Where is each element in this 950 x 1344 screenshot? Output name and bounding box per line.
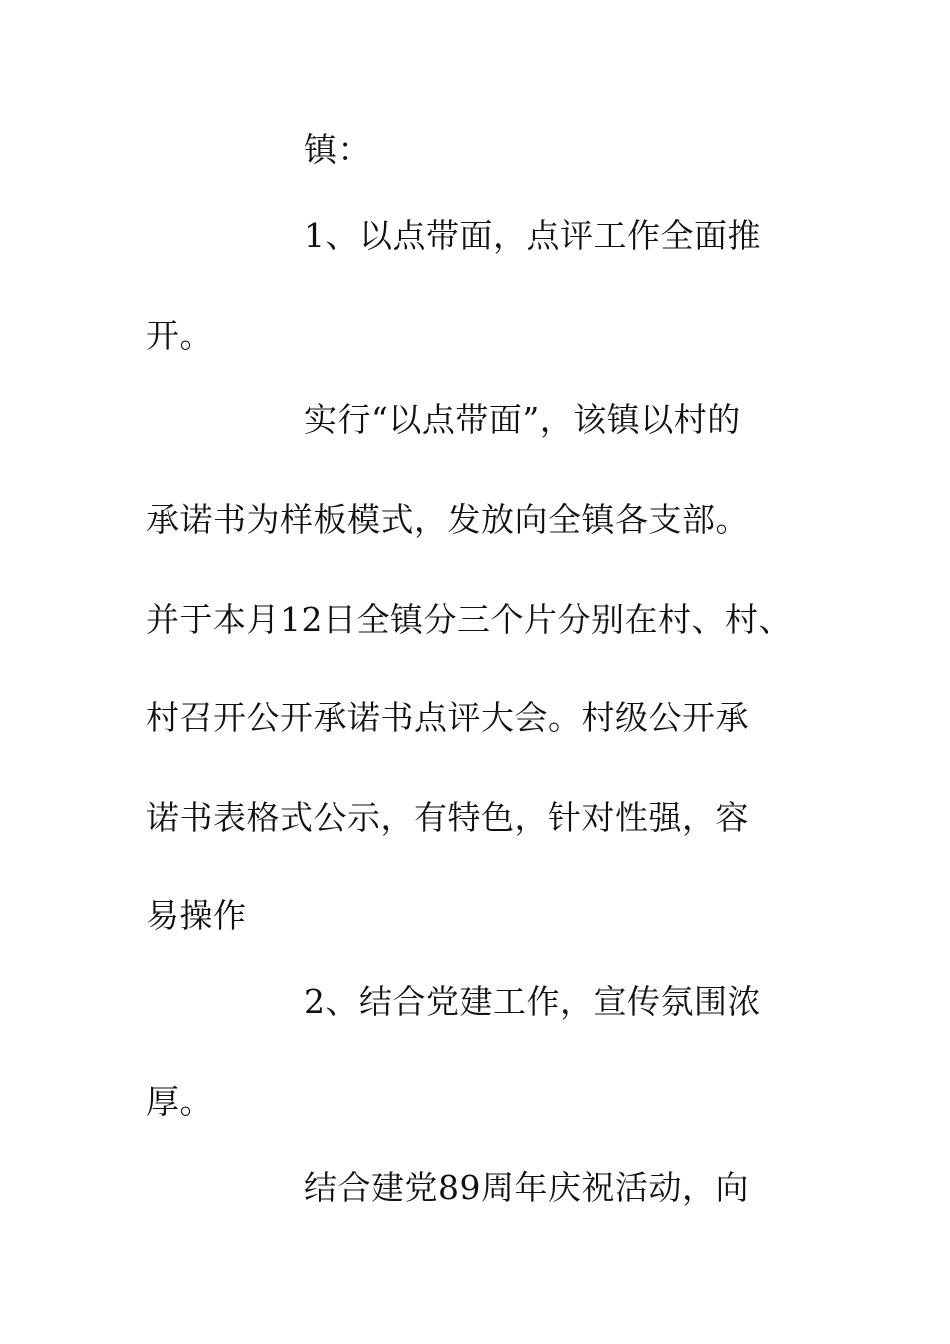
text-line: 易操作 bbox=[146, 896, 247, 935]
text-line: 并于本月12日全镇分三个片分别在村、村、 bbox=[146, 600, 792, 639]
text-line: 镇： bbox=[304, 130, 371, 169]
text-line: 开。 bbox=[146, 316, 213, 355]
text-line: 厚。 bbox=[146, 1082, 213, 1121]
section-heading-1: 1、以点带面，点评工作全面推 bbox=[304, 216, 761, 255]
text-line: 村召开公开承诺书点评大会。村级公开承 bbox=[146, 698, 749, 737]
text-line: 诺书表格式公示，有特色，针对性强，容 bbox=[146, 798, 749, 837]
text-line: 承诺书为样板模式，发放向全镇各支部。 bbox=[146, 500, 749, 539]
paragraph-start: 实行“以点带面”，该镇以村的 bbox=[304, 400, 741, 439]
paragraph-start: 结合建党89周年庆祝活动，向 bbox=[304, 1168, 749, 1207]
section-heading-2: 2、结合党建工作，宣传氛围浓 bbox=[304, 982, 761, 1021]
